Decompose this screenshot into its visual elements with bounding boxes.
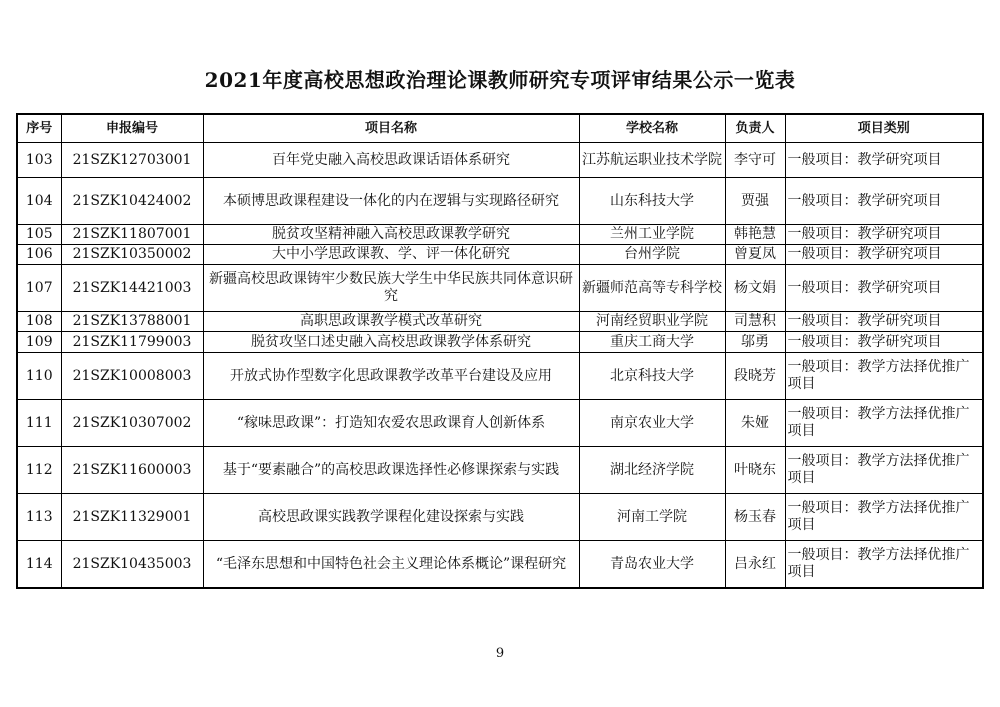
cell-leader: 司慧积 (725, 312, 785, 332)
cell-project: 百年党史融入高校思政课话语体系研究 (203, 143, 579, 178)
cell-project: 脱贫攻坚精神融入高校思政课教学研究 (203, 225, 579, 245)
cell-index: 113 (17, 494, 61, 541)
cell-index: 109 (17, 332, 61, 353)
cell-code: 21SZK10424002 (61, 178, 203, 225)
cell-leader: 杨文娟 (725, 265, 785, 312)
cell-school: 青岛农业大学 (579, 541, 725, 589)
cell-code: 21SZK11807001 (61, 225, 203, 245)
cell-leader: 段晓芳 (725, 353, 785, 400)
cell-school: 北京科技大学 (579, 353, 725, 400)
table-row (17, 332, 983, 353)
header-leader: 负责人 (725, 114, 785, 143)
cell-category: 一般项目：教学方法择优推广项目 (785, 541, 983, 589)
cell-school: 新疆师范高等专科学校 (579, 265, 725, 312)
cell-category: 一般项目：教学方法择优推广项目 (785, 400, 983, 447)
header-project: 项目名称 (203, 114, 579, 143)
cell-project: 新疆高校思政课铸牢少数民族大学生中华民族共同体意识研究 (203, 265, 579, 312)
cell-school: 南京农业大学 (579, 400, 725, 447)
cell-category: 一般项目：教学研究项目 (785, 178, 983, 225)
cell-school: 重庆工商大学 (579, 332, 725, 353)
cell-code: 21SZK10008003 (61, 353, 203, 400)
cell-school: 湖北经济学院 (579, 447, 725, 494)
cell-leader: 朱娅 (725, 400, 785, 447)
cell-category: 一般项目：教学研究项目 (785, 265, 983, 312)
cell-index: 108 (17, 312, 61, 332)
header-code: 申报编号 (61, 114, 203, 143)
header-category: 项目类别 (785, 114, 983, 143)
cell-leader: 贾强 (725, 178, 785, 225)
table-row (17, 225, 983, 245)
page-number: 9 (495, 646, 505, 661)
cell-index: 105 (17, 225, 61, 245)
cell-code: 21SZK12703001 (61, 143, 203, 178)
table-row (17, 447, 983, 494)
cell-code: 21SZK11799003 (61, 332, 203, 353)
cell-index: 106 (17, 245, 61, 265)
cell-index: 110 (17, 353, 61, 400)
table-row (17, 265, 983, 312)
table-row (17, 400, 983, 447)
table-row (17, 541, 983, 589)
cell-project: 高校思政课实践教学课程化建设探索与实践 (203, 494, 579, 541)
table-row (17, 312, 983, 332)
cell-code: 21SZK14421003 (61, 265, 203, 312)
cell-leader: 韩艳慧 (725, 225, 785, 245)
cell-leader: 杨玉春 (725, 494, 785, 541)
cell-leader: 吕永红 (725, 541, 785, 589)
cell-school: 河南工学院 (579, 494, 725, 541)
table-row (17, 143, 983, 178)
cell-school: 河南经贸职业学院 (579, 312, 725, 332)
table-header-row (17, 114, 983, 143)
table-row (17, 245, 983, 265)
cell-project: 基于“要素融合”的高校思政课选择性必修课探索与实践 (203, 447, 579, 494)
table-row (17, 494, 983, 541)
cell-school: 兰州工业学院 (579, 225, 725, 245)
cell-school: 山东科技大学 (579, 178, 725, 225)
cell-project: “稼味思政课”：打造知农爱农思政课育人创新体系 (203, 400, 579, 447)
cell-index: 114 (17, 541, 61, 589)
cell-leader: 邬勇 (725, 332, 785, 353)
cell-project: 高职思政课教学模式改革研究 (203, 312, 579, 332)
cell-category: 一般项目：教学研究项目 (785, 245, 983, 265)
table-row (17, 178, 983, 225)
cell-index: 103 (17, 143, 61, 178)
cell-category: 一般项目：教学方法择优推广项目 (785, 447, 983, 494)
header-school: 学校名称 (579, 114, 725, 143)
cell-code: 21SZK10435003 (61, 541, 203, 589)
cell-index: 112 (17, 447, 61, 494)
cell-project: 开放式协作型数字化思政课教学改革平台建设及应用 (203, 353, 579, 400)
table-row (17, 353, 983, 400)
cell-project: 大中小学思政课教、学、评一体化研究 (203, 245, 579, 265)
cell-category: 一般项目：教学研究项目 (785, 312, 983, 332)
cell-project: 脱贫攻坚口述史融入高校思政课教学体系研究 (203, 332, 579, 353)
cell-index: 104 (17, 178, 61, 225)
cell-leader: 叶晓东 (725, 447, 785, 494)
cell-leader: 李守可 (725, 143, 785, 178)
cell-category: 一般项目：教学研究项目 (785, 332, 983, 353)
cell-project: 本硕博思政课程建设一体化的内在逻辑与实现路径研究 (203, 178, 579, 225)
cell-category: 一般项目：教学研究项目 (785, 143, 983, 178)
cell-project: “毛泽东思想和中国特色社会主义理论体系概论”课程研究 (203, 541, 579, 589)
cell-code: 21SZK11600003 (61, 447, 203, 494)
header-index: 序号 (17, 114, 61, 143)
cell-code: 21SZK13788001 (61, 312, 203, 332)
page-title: 2021年度高校思想政治理论课教师研究专项评审结果公示一览表 (204, 68, 796, 92)
cell-index: 107 (17, 265, 61, 312)
results-table (16, 113, 984, 589)
cell-category: 一般项目：教学方法择优推广项目 (785, 353, 983, 400)
cell-school: 江苏航运职业技术学院 (579, 143, 725, 178)
cell-category: 一般项目：教学方法择优推广项目 (785, 494, 983, 541)
cell-code: 21SZK11329001 (61, 494, 203, 541)
cell-category: 一般项目：教学研究项目 (785, 225, 983, 245)
cell-code: 21SZK10307002 (61, 400, 203, 447)
cell-code: 21SZK10350002 (61, 245, 203, 265)
cell-index: 111 (17, 400, 61, 447)
cell-leader: 曾夏凤 (725, 245, 785, 265)
cell-school: 台州学院 (579, 245, 725, 265)
